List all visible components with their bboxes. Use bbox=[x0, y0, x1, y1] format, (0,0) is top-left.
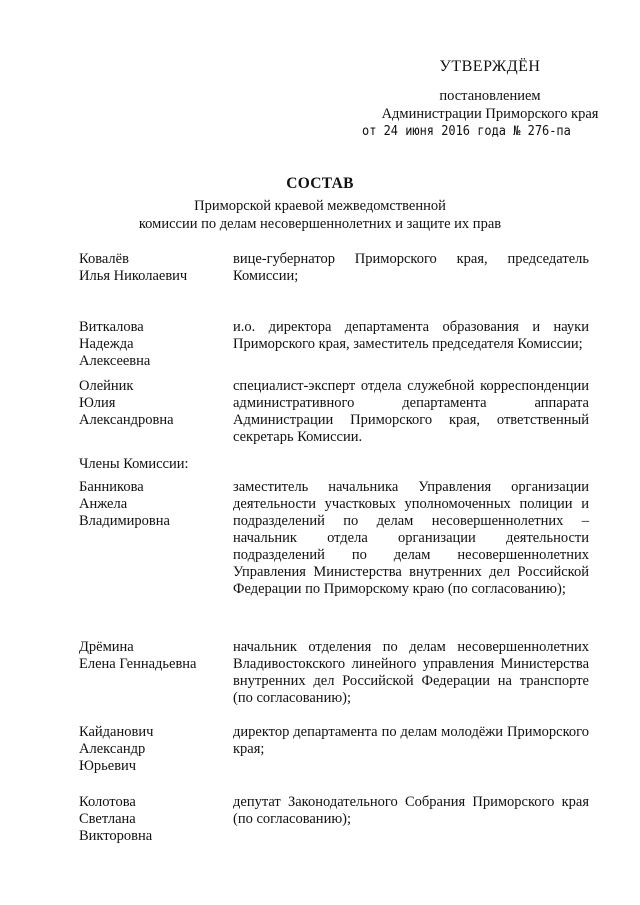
name-line: Ковалёв bbox=[79, 251, 129, 267]
roster-entry bbox=[79, 794, 589, 845]
name-line: Елена Геннадьевна bbox=[79, 656, 197, 672]
roster-entry bbox=[79, 479, 589, 639]
member-role: депутат Законодательного Собрания Приморского края (по согласованию); bbox=[233, 794, 589, 827]
roster-entry bbox=[79, 639, 589, 724]
name-line: Дрёмина bbox=[79, 639, 134, 655]
member-role: заместитель начальника Управления организации деятельности участковых уполномоченных полиции и подразделений по делам несовершеннолетних – начальник отдела организации деятельности подразделений по делам несовершеннолетних Управления Министерства внутренних дел Российской Федерации по Приморскому краю (по согласованию); bbox=[233, 479, 589, 597]
member-name bbox=[79, 639, 233, 724]
name-line: Юлия bbox=[79, 395, 116, 411]
name-line: Владимировна bbox=[79, 513, 170, 529]
name-line: Кайданович bbox=[79, 724, 154, 740]
name-line: Светлана bbox=[79, 811, 136, 827]
roster-entry bbox=[79, 251, 589, 319]
name-line: Алексеевна bbox=[79, 353, 151, 369]
name-line: Александр bbox=[79, 741, 146, 757]
approval-line-2: Администрации Приморского края bbox=[381, 106, 599, 122]
member-name bbox=[79, 794, 233, 845]
document-title: СОСТАВ bbox=[286, 175, 354, 192]
name-line: Олейник bbox=[79, 378, 134, 394]
member-role: начальник отделения по делам несовершеннолетних Владивостокского линейного управления Министерства внутренних дел Российской Федерации на транспорте (по согласованию); bbox=[233, 639, 589, 706]
name-line: Илья Николаевич bbox=[79, 268, 188, 284]
member-name bbox=[79, 378, 233, 456]
document-subtitle-2: комиссии по делам несовершеннолетних и защите их прав bbox=[138, 216, 502, 232]
approval-block bbox=[370, 58, 610, 123]
members-label: Члены Комиссии: bbox=[79, 456, 189, 472]
roster-entry bbox=[79, 724, 589, 794]
document-subtitle-1: Приморской краевой межведомственной bbox=[194, 198, 446, 214]
member-role: специалист-эксперт отдела служебной корреспонденции административного департамента аппарата Администрации Приморского края, ответственный секретарь Комиссии. bbox=[233, 378, 589, 445]
name-line: Викторовна bbox=[79, 828, 153, 844]
roster-entry bbox=[79, 319, 589, 378]
approval-date: от 24 июня 2016 года № 276-па bbox=[362, 124, 571, 139]
member-name bbox=[79, 251, 233, 319]
member-role: вице-губернатор Приморского края, председатель Комиссии; bbox=[233, 251, 589, 284]
member-name bbox=[79, 479, 233, 639]
name-line: Юрьевич bbox=[79, 758, 137, 774]
member-role: директор департамента по делам молодёжи Приморского края; bbox=[233, 724, 589, 757]
name-line: Александровна bbox=[79, 412, 174, 428]
roster-entry bbox=[79, 378, 589, 456]
name-line: Виткалова bbox=[79, 319, 144, 335]
commission-roster bbox=[79, 251, 589, 845]
name-line: Анжела bbox=[79, 496, 128, 512]
name-line: Банникова bbox=[79, 479, 144, 495]
approval-title: УТВЕРЖДЁН bbox=[439, 58, 541, 75]
member-name bbox=[79, 319, 233, 378]
name-line: Надежда bbox=[79, 336, 134, 352]
member-name bbox=[79, 724, 233, 794]
member-role: и.о. директора департамента образования и науки Приморского края, заместитель председателя Комиссии; bbox=[233, 319, 589, 352]
approval-line-1: постановлением bbox=[439, 88, 541, 104]
name-line: Колотова bbox=[79, 794, 136, 810]
